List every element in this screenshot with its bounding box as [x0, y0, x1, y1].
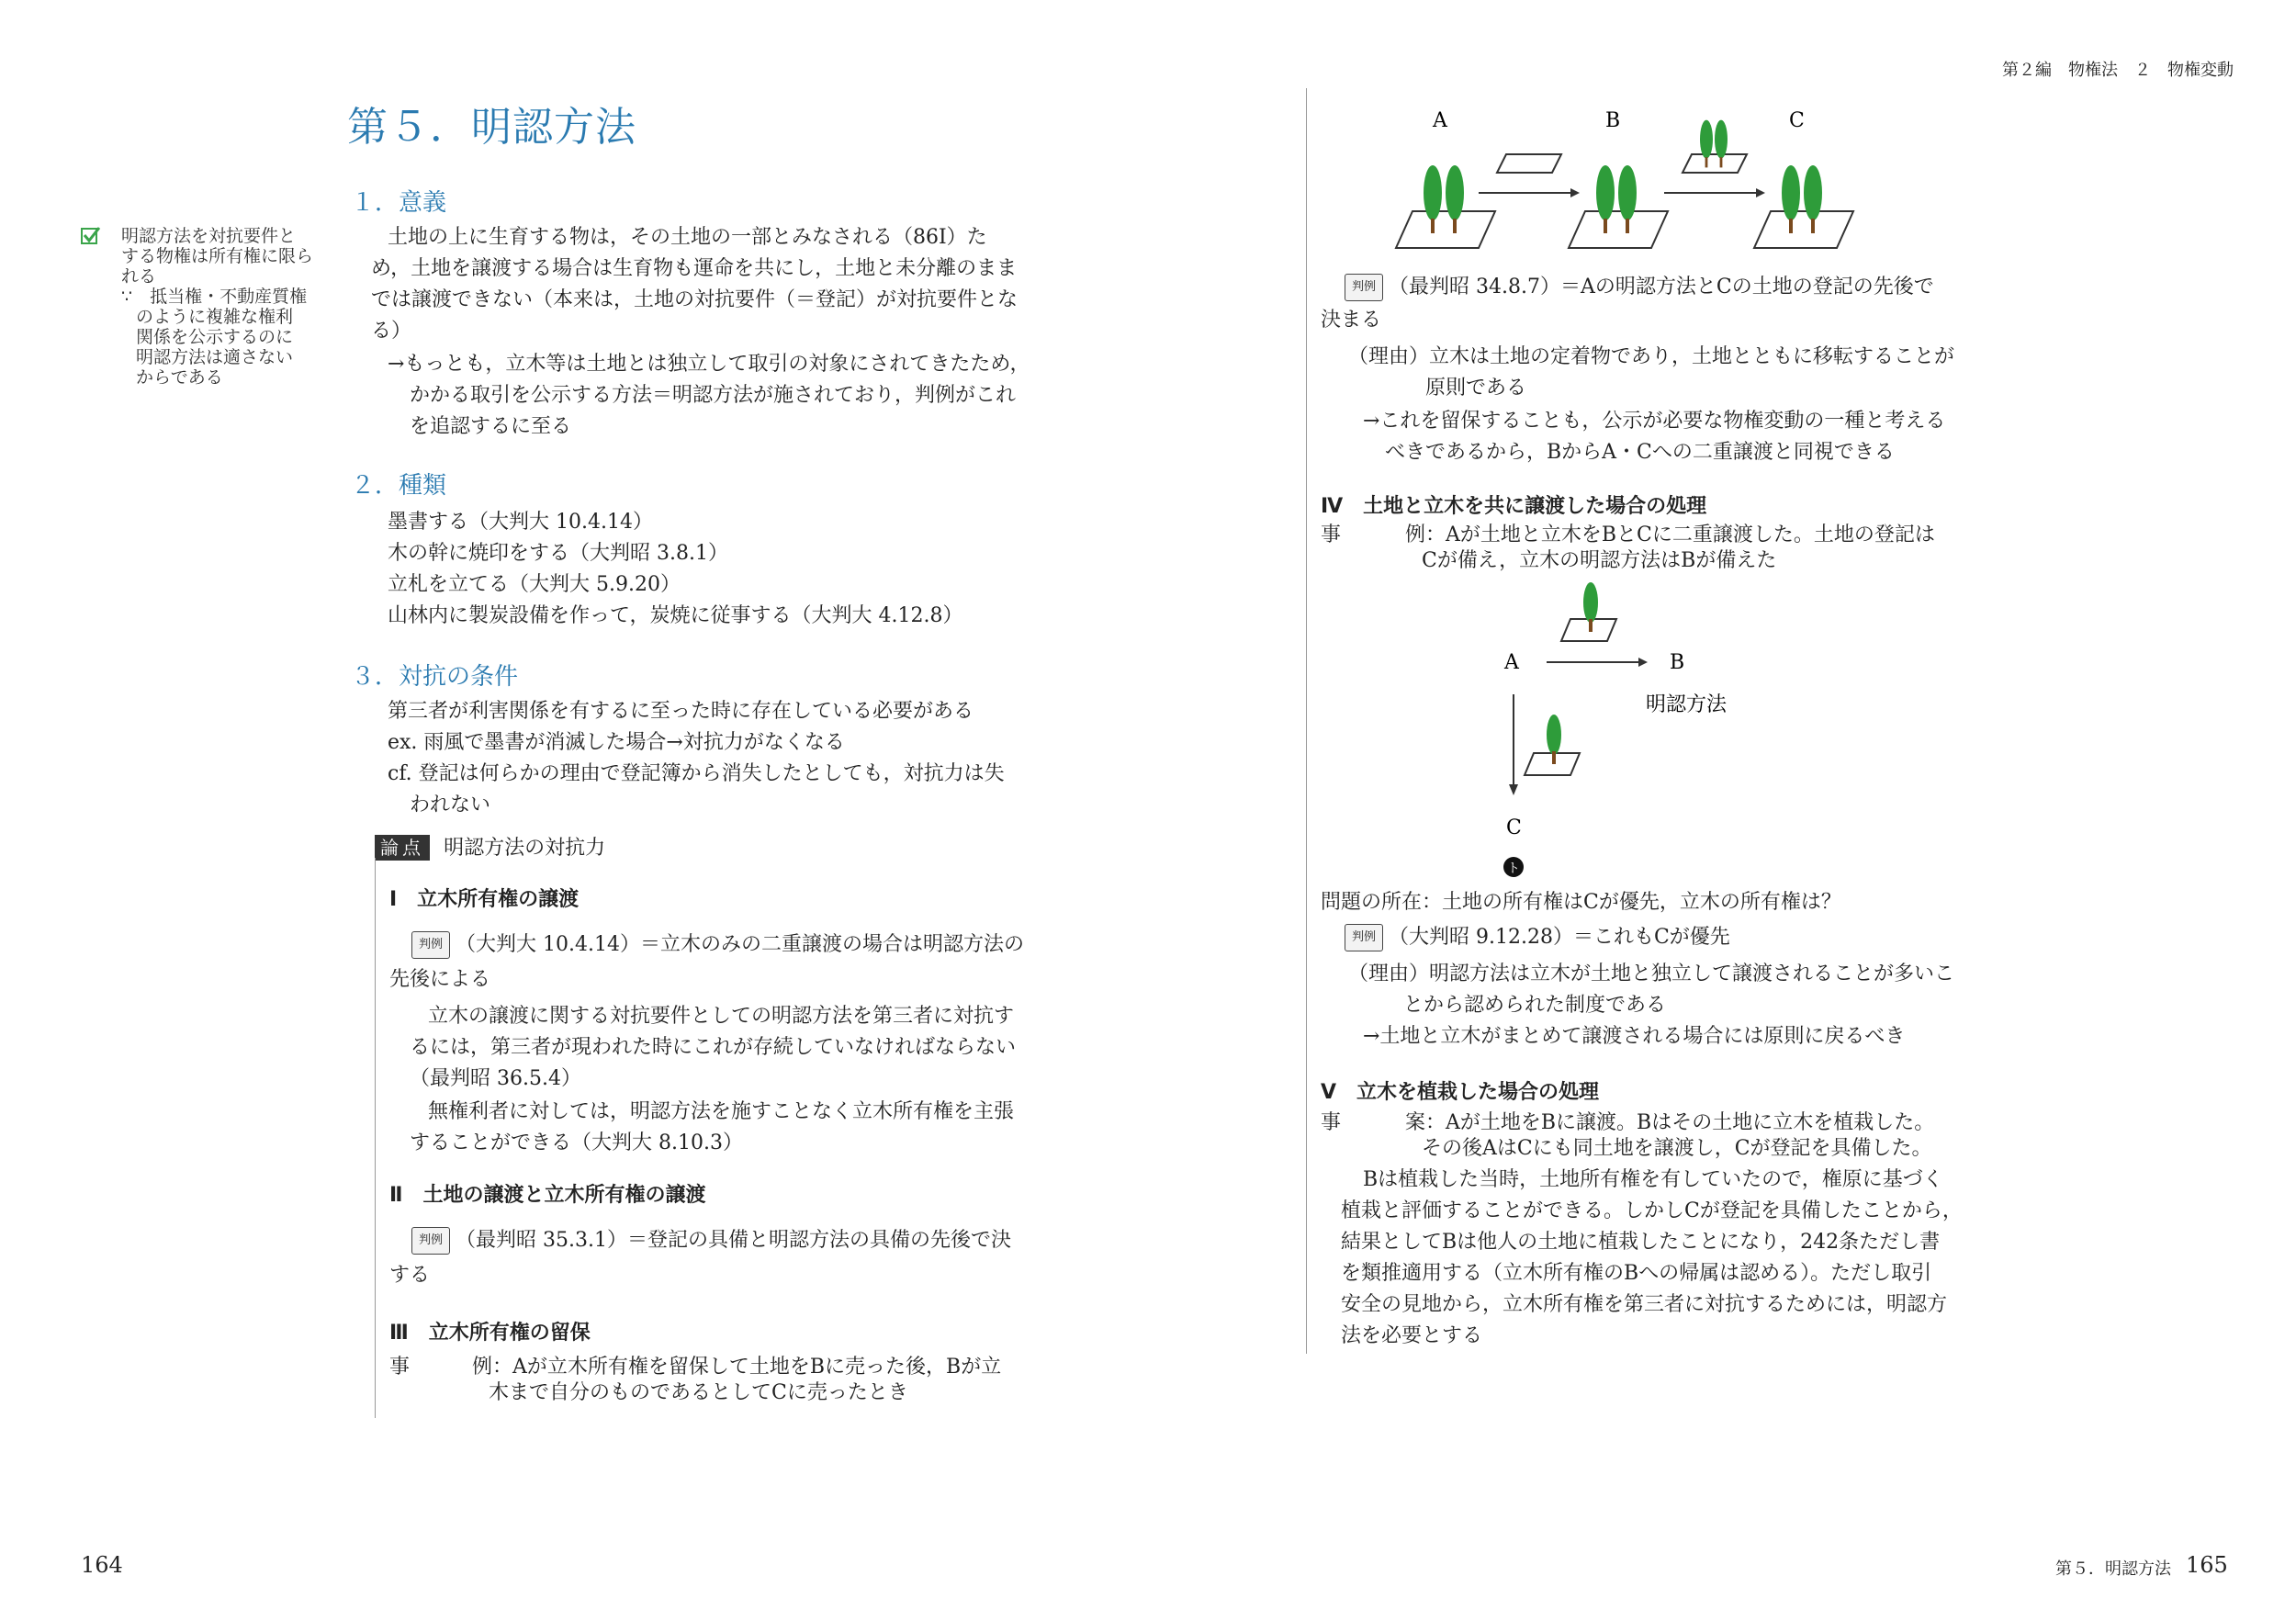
text-line: では譲渡できない（本来は，土地の対抗要件（＝登記）が対抗要件とな: [371, 288, 1019, 311]
text-line: （理由）立木は土地の定着物であり，土地とともに移転することが: [1348, 345, 1955, 368]
fig2-label-b: B: [1670, 651, 1685, 674]
figure-transfer-diagram: [1378, 101, 1855, 257]
ronten-badge: 論点: [375, 835, 430, 861]
text-line: 例：Aが立木所有権を留保して土地をBに売った後，Bが立: [472, 1356, 1002, 1379]
text-line: その後AはCにも同土地を譲渡し，Cが登記を具備した。: [1422, 1137, 1932, 1160]
fig2-label-a: A: [1504, 651, 1519, 674]
hanrei-icon: 判例: [411, 1227, 450, 1255]
case-line: 判例 （大判大 10.4.14）＝立木のみの二重譲渡の場合は明認方法の: [411, 929, 1024, 961]
text-line: るには，第三者が現われた時にこれが存続していなければならない: [410, 1036, 1017, 1059]
list-item: 山林内に製炭設備を作って，炭焼に従事する（大判大 4.12.8）: [388, 604, 963, 627]
text-line: 決まる: [1321, 309, 1382, 332]
ronten-title: 明認方法の対抗力: [444, 837, 606, 860]
text-line: 先後による: [389, 968, 491, 991]
list-item: 立札を立てる（大判大 5.9.20）: [388, 573, 681, 596]
fig1-label-a: A: [1433, 109, 1447, 132]
subheading-II: Ⅱ 土地の譲渡と立木所有権の譲渡: [389, 1184, 706, 1207]
text-line: 例：Aが土地と立木をBとCに二重譲渡した。土地の登記は: [1405, 523, 1935, 546]
subheading-IV: Ⅳ 土地と立木を共に譲渡した場合の処理: [1321, 495, 1707, 518]
page-number-right: 165: [2186, 1552, 2228, 1578]
text-line: 土地の上に生育する物は，その土地の一部とみなされる（86Ⅰ）た: [388, 226, 987, 249]
text-line: する: [389, 1264, 431, 1287]
text-line: →これを留保することも，公示が必要な物権変動の一種と考える: [1363, 410, 1946, 433]
text-line: （最判昭 36.5.4）: [410, 1067, 581, 1090]
text-line: （理由）明認方法は立木が土地と独立して譲渡されることが多いこ: [1348, 962, 1955, 985]
running-head: 第２編 物権法 ２ 物権変動: [2002, 61, 2234, 80]
ji-label: 事: [1321, 1111, 1342, 1134]
page-number-left: 164: [81, 1552, 123, 1578]
ji-label: 事: [389, 1356, 411, 1379]
text-line: われない: [410, 794, 491, 816]
check-icon: [81, 226, 101, 246]
fig2-mark: ト: [1507, 861, 1520, 876]
text-line: cf. 登記は何らかの理由で登記簿から消失したとしても，対抗力は失: [388, 762, 1005, 785]
subheading-I: Ⅰ 立木所有権の譲渡: [389, 888, 580, 911]
text-line: ex. 雨風で墨書が消滅した場合→対抗力がなくなる: [388, 731, 845, 754]
subheading-V: Ⅴ 立木を植栽した場合の処理: [1321, 1081, 1600, 1104]
text-line: る）: [371, 320, 412, 343]
ronten-rule: [375, 858, 376, 1418]
text-line: 立木の譲渡に関する対抗要件としての明認方法を第三者に対抗す: [428, 1005, 1015, 1028]
column-rule: [1306, 88, 1307, 1354]
text-line: 結果としてBは他人の土地に植栽したことになり，242条ただし書: [1341, 1231, 1941, 1254]
list-item: 墨書する（大判大 10.4.14）: [388, 511, 653, 534]
case-line: 判例 （最判昭 35.3.1）＝登記の具備と明認方法の具備の先後で決: [411, 1225, 1011, 1256]
fig2-label-c: C: [1506, 816, 1522, 839]
fig2-label-meinin: 明認方法: [1646, 693, 1728, 716]
section-heading-2: ２．種類: [351, 472, 447, 500]
text-line: 第三者が利害関係を有するに至った時に存在している必要がある: [388, 700, 974, 723]
case-line: 判例 （最判昭 34.8.7）＝Aの明認方法とCの土地の登記の先後で: [1345, 272, 1934, 303]
text-line: 案：Aが土地をBに譲渡。Bはその土地に立木を植栽した。: [1405, 1111, 1935, 1134]
list-item: 木の幹に焼印をする（大判昭 3.8.1）: [388, 542, 728, 565]
text-line: 安全の見地から，立木所有権を第三者に対抗するためには，明認方: [1341, 1293, 1948, 1316]
margin-note: 明認方法を対抗要件と する物権は所有権に限ら れる ∵ 抵当権・不動産質権 のように複雑な権利 関係を公示するのに 明認方法は適さない からである: [121, 226, 314, 388]
text-line: かかる取引を公示する方法＝明認方法が施されており，判例がこれ: [410, 384, 1017, 407]
text-line: べきであるから，BからA・Cへの二重譲渡と同視できる: [1385, 441, 1895, 464]
text-line: を追認するに至る: [410, 415, 572, 438]
fig1-label-c: C: [1789, 109, 1805, 132]
text-line: Bは植栽した当時，土地所有権を有していたので，権原に基づく: [1363, 1168, 1943, 1191]
ronten-header: [375, 832, 605, 861]
hanrei-icon: 判例: [1345, 924, 1383, 951]
text-line: Cが備え，立木の明認方法はBが備えた: [1422, 549, 1777, 572]
text-line: 木まで自分のものであるとしてCに売ったとき: [489, 1381, 908, 1404]
text-line: とから認められた制度である: [1403, 994, 1667, 1017]
text-line: 無権利者に対しては，明認方法を施すことなく立木所有権を主張: [428, 1100, 1015, 1123]
text-line: 問題の所在：土地の所有権はCが優先，立木の所有権は？: [1321, 891, 1841, 914]
page-title: 第５．明認方法: [347, 104, 636, 151]
text-line: め，土地を譲渡する場合は生育物も運命を共にし，土地と未分離のまま: [371, 257, 1018, 280]
subheading-III: Ⅲ 立木所有権の留保: [389, 1322, 591, 1345]
text-line: 法を必要とする: [1341, 1324, 1483, 1347]
text-line: を類推適用する（立木所有権のBへの帰属は認める）。ただし取引: [1341, 1262, 1932, 1285]
section-heading-1: １．意義: [351, 189, 447, 217]
text-line: 植栽と評価することができる。しかしCが登記を具備したことから，: [1341, 1199, 1963, 1222]
text-line: 原則である: [1425, 377, 1527, 400]
hanrei-icon: 判例: [411, 931, 450, 959]
fig1-label-b: B: [1605, 109, 1621, 132]
text-line: →もっとも，立木等は土地とは独立して取引の対象にされてきたため，: [388, 353, 1030, 376]
figure-double-transfer: [1488, 575, 1782, 878]
case-line: 判例 （大判昭 9.12.28）＝これもCが優先: [1345, 922, 1730, 953]
hanrei-icon: 判例: [1345, 274, 1383, 301]
footer-title: 第５．明認方法: [2055, 1559, 2171, 1579]
text-line: することができる（大判大 8.10.3）: [410, 1131, 743, 1154]
text-line: →土地と立木がまとめて譲渡される場合には原則に戻るべき: [1363, 1025, 1906, 1048]
section-heading-3: ３．対抗の条件: [351, 663, 519, 691]
ji-label: 事: [1321, 523, 1342, 546]
